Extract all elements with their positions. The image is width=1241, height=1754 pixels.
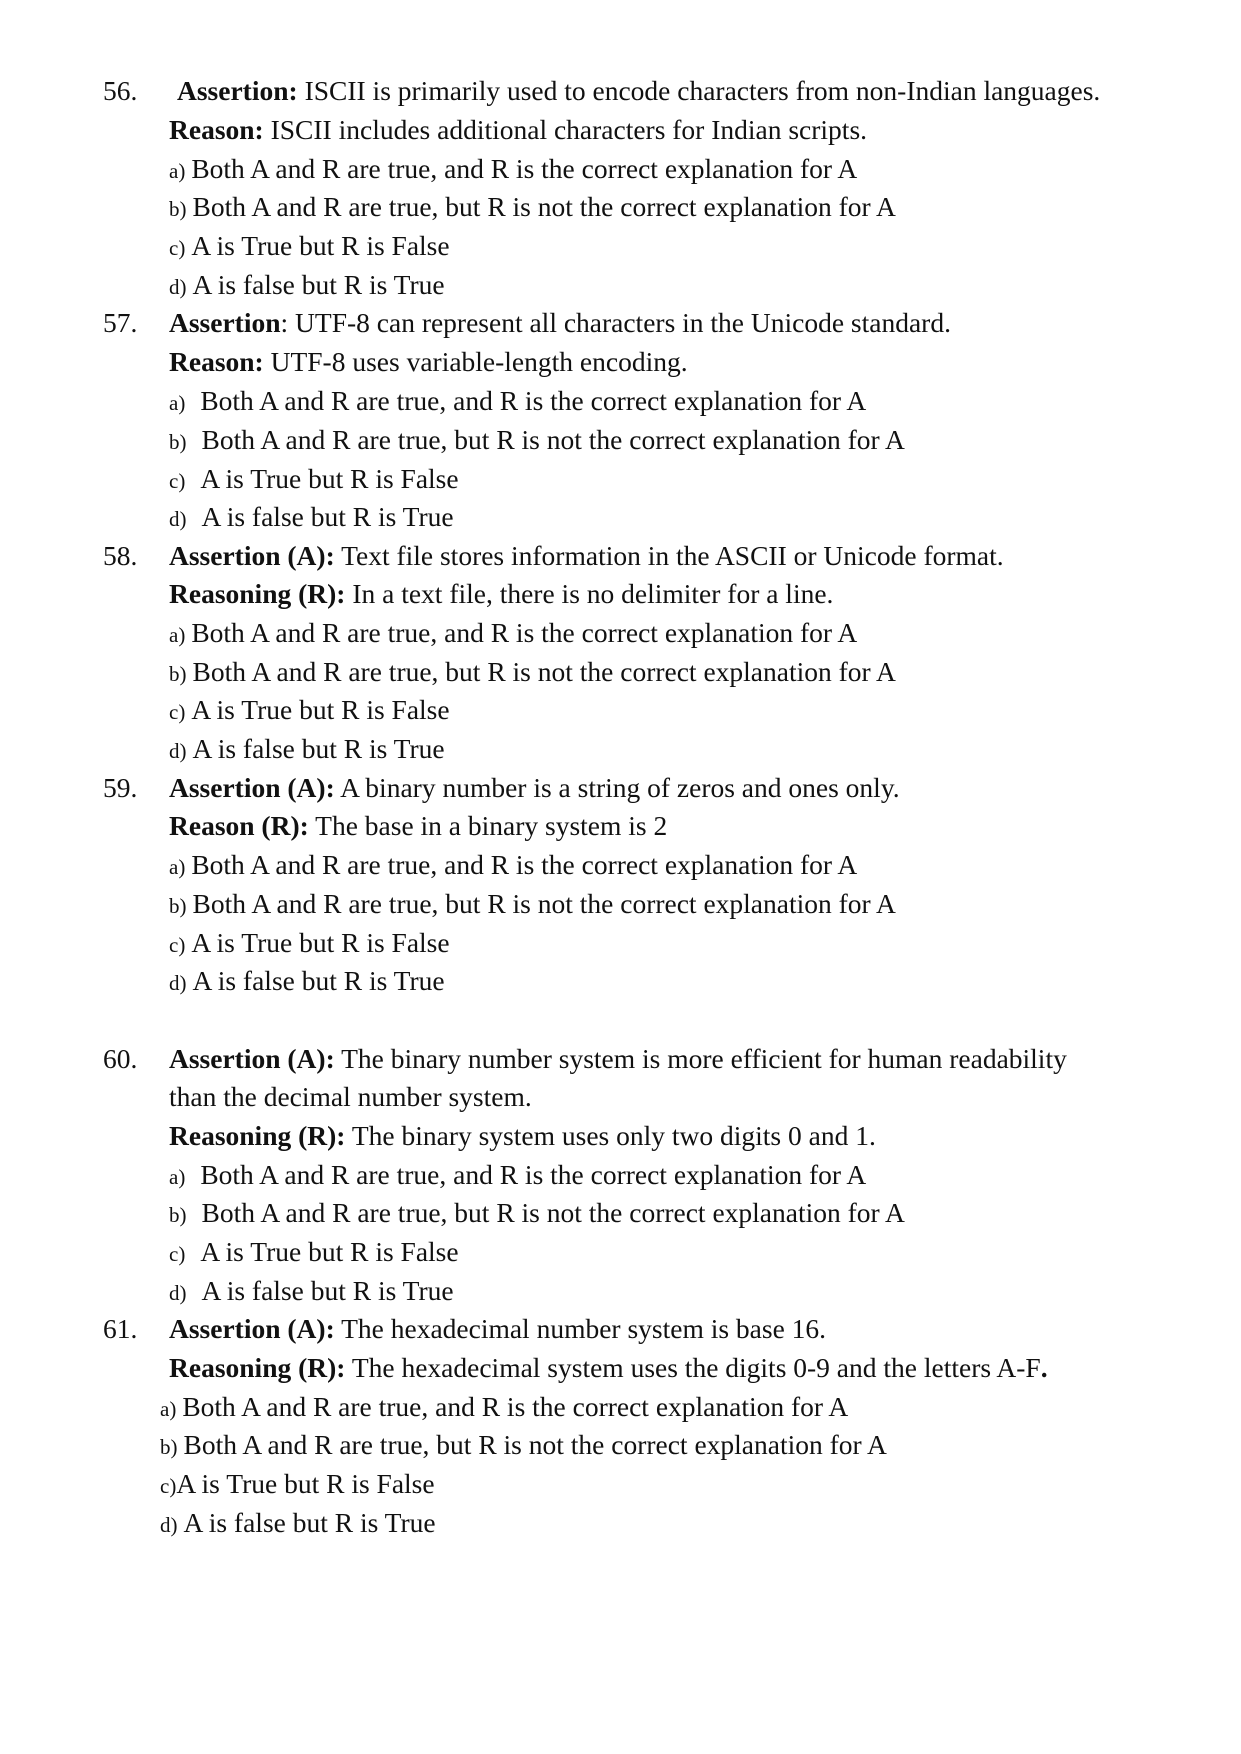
assertion-line <box>169 1310 826 1348</box>
assertion-text: : UTF-8 can represent all characters in the Unicode standard. <box>280 307 951 338</box>
option-c: c) A is True but R is False <box>169 1236 459 1267</box>
option-d: d) A is false but R is True <box>169 1275 454 1306</box>
reason-text: The hexadecimal system uses the digits 0-9 and the letters A-F <box>345 1352 1041 1383</box>
reason-text: ISCII includes additional characters for Indian scripts. <box>263 114 868 145</box>
option-d: d) A is false but R is True <box>169 965 445 996</box>
option-a: a) Both A and R are true, and R is the correct explanation for A <box>169 617 858 648</box>
assertion-label: Assertion (A): <box>169 1313 335 1344</box>
question-number: 58. <box>103 540 138 571</box>
option-b: b) Both A and R are true, but R is not the correct explanation for A <box>160 1429 887 1460</box>
option-d: d) A is false but R is True <box>169 269 445 300</box>
assertion-text: ISCII is primarily used to encode characters from non-Indian languages. <box>297 75 1101 106</box>
assertion-label: Assertion <box>169 307 281 338</box>
reason-text: The base in a binary system is 2 <box>308 810 668 841</box>
reason-line <box>169 111 867 149</box>
option-c: c)A is True but R is False <box>160 1468 435 1499</box>
option-a: a) Both A and R are true, and R is the correct explanation for A <box>160 1391 849 1422</box>
reason-line <box>169 575 833 613</box>
assertion-label: Assertion (A): <box>169 1043 335 1074</box>
question-number: 61. <box>103 1313 138 1344</box>
reason-period: . <box>1040 1352 1048 1383</box>
assertion-label: Assertion (A): <box>169 772 335 803</box>
reason-line <box>169 343 688 381</box>
option-a: a) Both A and R are true, and R is the correct explanation for A <box>169 385 867 416</box>
reason-line <box>169 807 667 845</box>
reason-text: In a text file, there is no delimiter for a line. <box>345 578 834 609</box>
option-b: b) Both A and R are true, but R is not the correct explanation for A <box>169 888 896 919</box>
question-number: 60. <box>103 1043 138 1074</box>
reason-label: Reasoning (R): <box>169 1352 346 1383</box>
assertion-text: The hexadecimal number system is base 16. <box>334 1313 827 1344</box>
assertion-line <box>169 1040 1067 1078</box>
option-b: b) Both A and R are true, but R is not the correct explanation for A <box>169 656 896 687</box>
reason-label: Reasoning (R): <box>169 1120 346 1151</box>
reason-label: Reasoning (R): <box>169 578 346 609</box>
question-number: 56. <box>103 75 138 106</box>
assertion-label: Assertion: <box>177 75 298 106</box>
option-c: c) A is True but R is False <box>169 230 450 261</box>
reason-text: The binary system uses only two digits 0 and 1. <box>345 1120 876 1151</box>
option-c: c) A is True but R is False <box>169 694 450 725</box>
option-a: a) Both A and R are true, and R is the correct explanation for A <box>169 1159 867 1190</box>
question-number: 59. <box>103 772 138 803</box>
option-a: a) Both A and R are true, and R is the correct explanation for A <box>169 849 858 880</box>
reason-text: UTF-8 uses variable-length encoding. <box>263 346 688 377</box>
option-c: c) A is True but R is False <box>169 463 459 494</box>
option-b: b) Both A and R are true, but R is not the correct explanation for A <box>169 424 905 455</box>
assertion-text: Text file stores information in the ASCII or Unicode format. <box>334 540 1004 571</box>
reason-line <box>169 1117 876 1155</box>
option-b: b) Both A and R are true, but R is not the correct explanation for A <box>169 191 896 222</box>
assertion-line <box>177 72 1100 110</box>
option-c: c) A is True but R is False <box>169 927 450 958</box>
option-a: a) Both A and R are true, and R is the correct explanation for A <box>169 153 858 184</box>
option-d: d) A is false but R is True <box>160 1507 436 1538</box>
question-number: 57. <box>103 307 138 338</box>
option-d: d) A is false but R is True <box>169 501 454 532</box>
assertion-text: The binary number system is more efficient for human readability <box>334 1043 1067 1074</box>
assertion-line <box>169 537 1004 575</box>
option-d: d) A is false but R is True <box>169 733 445 764</box>
assertion-line <box>169 304 951 342</box>
assertion-line <box>169 769 900 807</box>
assertion-text: than the decimal number system. <box>169 1081 532 1112</box>
reason-label: Reason: <box>169 114 264 145</box>
option-b: b) Both A and R are true, but R is not the correct explanation for A <box>169 1197 905 1228</box>
reason-line <box>169 1349 1048 1387</box>
assertion-text: A binary number is a string of zeros and ones only. <box>334 772 900 803</box>
assertion-label: Assertion (A): <box>169 540 335 571</box>
reason-label: Reason (R): <box>169 810 309 841</box>
assertion-continuation <box>169 1078 532 1116</box>
reason-label: Reason: <box>169 346 264 377</box>
